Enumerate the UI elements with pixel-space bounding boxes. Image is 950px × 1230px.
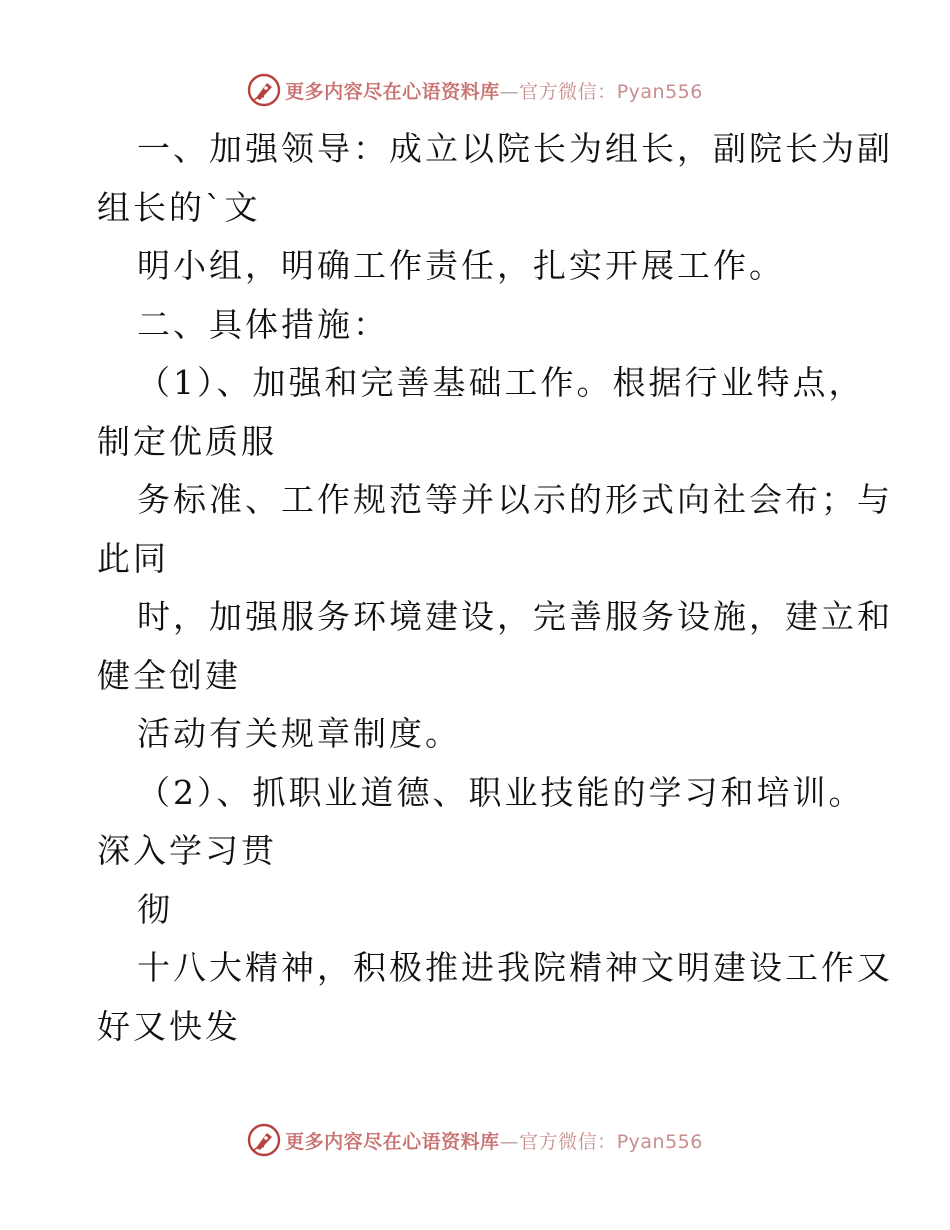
banner-account: Pyan556 xyxy=(616,1130,703,1153)
body-line: 务标准、工作规范等并以示的形式向社会布；与 xyxy=(137,480,893,519)
body-line: 组长的`文 xyxy=(97,187,261,227)
pen-nib-logo-icon xyxy=(247,1123,281,1157)
body-line: 时，加强服务环境建设，完善服务设施，建立和 xyxy=(137,597,893,636)
body-line: 一、加强领导：成立以院长为组长，副院长为副 xyxy=(137,129,893,168)
banner-wechat-label: 官方微信： xyxy=(519,1130,617,1153)
banner-text xyxy=(285,1127,703,1154)
body-line: 健全创建 xyxy=(97,655,241,695)
body-line: （2）、抓职业道德、职业技能的学习和培训。 xyxy=(137,772,865,812)
body-line: 彻 xyxy=(137,889,173,929)
banner-brand: 更多内容尽在心语资料库 xyxy=(285,80,500,103)
banner-separator: — xyxy=(499,80,520,103)
banner-text xyxy=(285,77,703,104)
body-line: 十八大精神，积极推进我院精神文明建设工作又 xyxy=(137,948,893,987)
document-body xyxy=(97,120,893,1056)
pen-nib-logo-icon xyxy=(247,73,281,107)
banner-account: Pyan556 xyxy=(616,80,703,103)
banner-brand: 更多内容尽在心语资料库 xyxy=(285,1130,500,1153)
body-line: （1）、加强和完善基础工作。根据行业特点， xyxy=(137,363,865,402)
body-line: 好又快发 xyxy=(97,1006,241,1046)
body-line: 活动有关规章制度。 xyxy=(137,714,461,753)
header-banner xyxy=(0,70,950,110)
banner-separator: — xyxy=(499,1130,520,1153)
banner-wechat-label: 官方微信： xyxy=(519,80,617,103)
body-line: 二、具体措施： xyxy=(137,304,389,344)
footer-banner xyxy=(0,1120,950,1160)
body-line: 制定优质服 xyxy=(97,421,277,461)
body-line: 此同 xyxy=(97,538,169,578)
body-line: 深入学习贯 xyxy=(97,831,277,870)
body-line: 明小组，明确工作责任，扎实开展工作。 xyxy=(137,246,785,285)
